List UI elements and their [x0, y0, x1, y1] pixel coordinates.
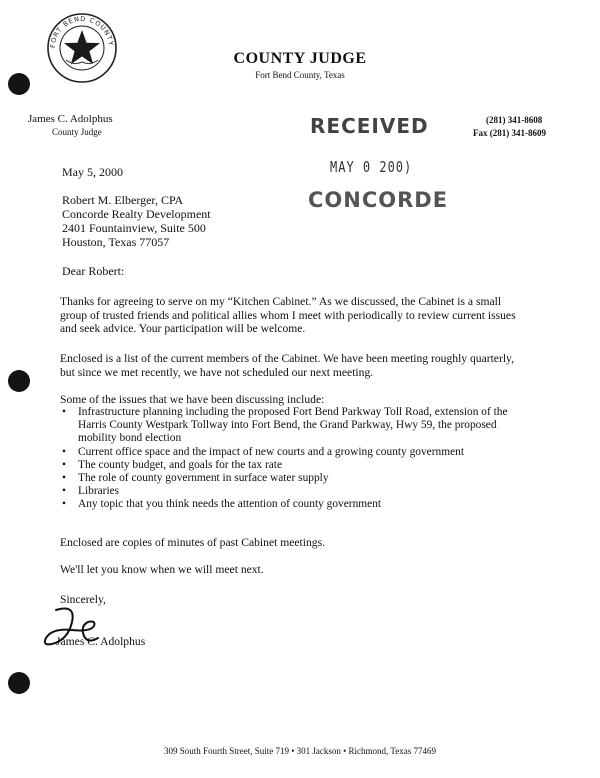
list-item: • The county budget, and goals for the tax rate: [60, 459, 530, 472]
judge-title: County Judge: [52, 127, 102, 137]
enclosure-note: Enclosed are copies of minutes of past Cabinet meetings.: [60, 536, 325, 549]
issues-intro: Some of the issues that we have been discussing include:: [60, 393, 325, 406]
list-item: • Current office space and the impact of new courts and a growing county government: [60, 446, 530, 459]
list-item: • Libraries: [60, 485, 530, 498]
company-stamp: CONCORDE: [308, 188, 449, 212]
recipient-line: Concorde Realty Development: [62, 207, 211, 221]
issues-list: [60, 406, 530, 512]
list-item: • The role of county government in surface water supply: [60, 472, 530, 485]
recipient-line: 2401 Fountainview, Suite 500: [62, 221, 206, 235]
body-paragraph: Enclosed is a list of the current members of the Cabinet. We have been meeting roughly quarterly, but since we met recently, we have not scheduled our next meeting.: [60, 352, 514, 379]
valediction: Sincerely,: [60, 593, 106, 606]
salutation: Dear Robert:: [62, 264, 125, 278]
letterhead-title: COUNTY JUDGE: [233, 50, 367, 67]
list-item: • Any topic that you think needs the attention of county government: [60, 498, 530, 511]
letter-date: May 5, 2000: [62, 165, 123, 179]
punch-hole: [8, 672, 30, 694]
signature-name: James C. Adolphus: [56, 635, 146, 648]
received-date-stamp: MAY 0 200): [330, 158, 413, 176]
judge-name: James C. Adolphus: [28, 113, 113, 125]
fax-number: Fax (281) 341-8609: [473, 128, 546, 138]
punch-hole: [8, 370, 30, 392]
recipient-line: Houston, Texas 77057: [62, 235, 170, 249]
closing-line: We'll let you know when we will meet next.: [60, 563, 264, 576]
letterhead-subtitle: Fort Bend County, Texas: [255, 70, 345, 80]
svg-text:FORT BEND COUNTY: FORT BEND COUNTY: [48, 14, 115, 49]
recipient-line: Robert M. Elberger, CPA: [62, 193, 184, 207]
list-item: • Infrastructure planning including the proposed Fort Bend Parkway Toll Road, extension of the Harris County Westpark Tollway into Fort Bend, the Grand Parkway, Hwy 59, the proposed mobility bond election: [60, 406, 530, 446]
received-stamp: RECEIVED: [310, 114, 429, 138]
phone-number: (281) 341-8608: [486, 115, 543, 125]
body-paragraph: Thanks for agreeing to serve on my “Kitchen Cabinet.” As we discussed, the Cabinet is a small group of trusted friends and political allies whom I meet with periodically to review current issues and seek advice. Your participation will be welcome.: [60, 295, 516, 335]
footer-address: 309 South Fourth Street, Suite 719 • 301 Jackson • Richmond, Texas 77469: [164, 746, 436, 756]
